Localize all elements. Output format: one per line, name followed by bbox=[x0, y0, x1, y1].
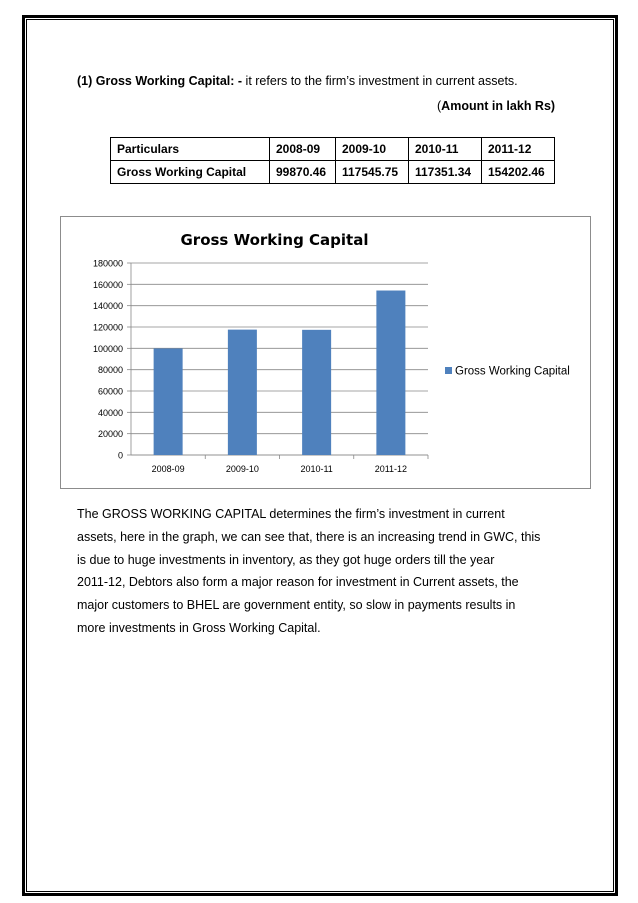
table-header-cell: 2010-11 bbox=[409, 138, 482, 161]
bar bbox=[376, 291, 405, 455]
bar bbox=[228, 330, 257, 455]
table-header-cell: 2011-12 bbox=[482, 138, 555, 161]
table-row bbox=[111, 161, 555, 184]
analysis-paragraph bbox=[77, 503, 577, 640]
y-tick-label: 60000 bbox=[97, 386, 123, 397]
y-tick-label: 140000 bbox=[92, 301, 123, 312]
paragraph-line: assets, here in the graph, we can see that, there is an increasing trend in GWC, this bbox=[77, 529, 541, 544]
y-tick-label: 20000 bbox=[97, 429, 123, 440]
y-tick-label: 100000 bbox=[92, 343, 123, 354]
section-heading-text: it refers to the firm’s investment in current assets. bbox=[242, 74, 518, 88]
paragraph-line: is due to huge investments in inventory, as they got huge orders till the year bbox=[77, 552, 495, 567]
chart-title: Gross Working Capital bbox=[180, 231, 369, 249]
section-heading bbox=[77, 74, 518, 88]
x-tick-label: 2010-11 bbox=[300, 464, 333, 474]
table-cell: Gross Working Capital bbox=[111, 161, 270, 184]
amount-unit-label: Amount in lakh Rs) bbox=[441, 99, 556, 113]
y-tick-label: 120000 bbox=[92, 322, 123, 333]
y-tick-label: 180000 bbox=[92, 258, 123, 269]
y-tick-label: 160000 bbox=[92, 279, 123, 290]
x-tick-label: 2008-09 bbox=[151, 464, 185, 474]
chart-canvas bbox=[61, 217, 592, 490]
amount-unit-note bbox=[437, 99, 555, 113]
table-header-cell: Particulars bbox=[111, 138, 270, 161]
y-tick-label: 0 bbox=[117, 450, 123, 461]
table-header-cell: 2009-10 bbox=[336, 138, 409, 161]
gwc-table bbox=[110, 137, 555, 184]
section-heading-label: (1) Gross Working Capital: - bbox=[77, 74, 243, 88]
y-tick-label: 80000 bbox=[97, 365, 123, 376]
bar bbox=[302, 330, 331, 455]
table-header-row bbox=[111, 138, 555, 161]
legend-label: Gross Working Capital bbox=[455, 365, 570, 378]
gwc-bar-chart bbox=[60, 216, 591, 489]
bar bbox=[154, 348, 183, 455]
paragraph-line: major customers to BHEL are government entity, so slow in payments results in bbox=[77, 598, 516, 613]
table-cell: 99870.46 bbox=[270, 161, 336, 184]
y-tick-label: 40000 bbox=[97, 407, 123, 418]
legend-swatch bbox=[445, 367, 452, 374]
paragraph-line: 2011-12, Debtors also form a major reason for investment in Current assets, the bbox=[77, 575, 519, 590]
amount-unit-open: ( bbox=[437, 99, 442, 113]
paragraph-line: more investments in Gross Working Capital. bbox=[77, 620, 321, 635]
x-tick-label: 2009-10 bbox=[225, 464, 259, 474]
x-tick-label: 2011-12 bbox=[374, 464, 408, 474]
table-header-cell: 2008-09 bbox=[270, 138, 336, 161]
paragraph-line: The GROSS WORKING CAPITAL determines the firm’s investment in current bbox=[77, 507, 505, 521]
table-cell: 117351.34 bbox=[409, 161, 482, 184]
table-cell: 154202.46 bbox=[482, 161, 555, 184]
table-cell: 117545.75 bbox=[336, 161, 409, 184]
